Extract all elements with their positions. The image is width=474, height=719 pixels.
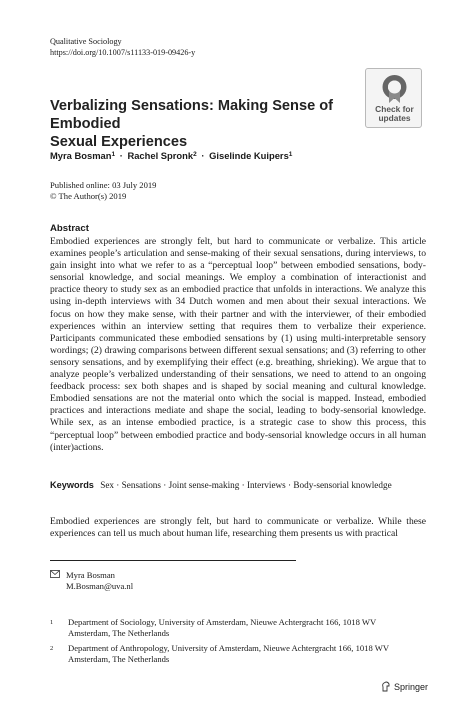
author-affiliation-mark: 2 bbox=[193, 151, 197, 158]
keyword-separator: · bbox=[241, 480, 245, 490]
publisher-logo bbox=[381, 681, 428, 692]
title-line-1: Verbalizing Sensations: Making Sense of Embodied bbox=[50, 98, 334, 132]
keywords bbox=[50, 480, 392, 490]
affiliation-number: 2 bbox=[50, 645, 54, 652]
keyword-separator: · bbox=[163, 480, 167, 490]
affiliation-text: Department of Anthropology, University of Amsterdam, Nieuwe Achtergracht 166, 1018 WV Amsterdam, The Netherlands bbox=[68, 643, 389, 664]
doi-link[interactable]: https://doi.org/10.1007/s11133-019-09426-y bbox=[50, 48, 196, 57]
author-separator: · bbox=[119, 150, 123, 161]
keyword-item: Body-sensorial knowledge bbox=[293, 480, 392, 490]
badge-line-2: updates bbox=[378, 113, 411, 123]
journal-header bbox=[50, 36, 195, 58]
envelope-icon bbox=[50, 570, 60, 581]
affiliation-number: 1 bbox=[50, 619, 54, 626]
keyword-item: Sex bbox=[100, 480, 114, 490]
corresponding-author bbox=[50, 570, 133, 592]
keyword-item: Joint sense-making bbox=[168, 480, 240, 490]
article-title bbox=[50, 97, 350, 151]
keyword-item: Interviews bbox=[246, 480, 286, 490]
author-name[interactable]: Myra Bosman bbox=[50, 150, 112, 161]
publication-info bbox=[50, 180, 156, 201]
publisher-name: Springer bbox=[394, 682, 429, 692]
abstract-heading: Abstract bbox=[50, 223, 89, 234]
keyword-separator: · bbox=[288, 480, 292, 490]
copyright-notice: © The Author(s) 2019 bbox=[50, 190, 127, 201]
author-separator: · bbox=[201, 150, 205, 161]
author-name[interactable]: Giselinde Kuipers bbox=[209, 150, 289, 161]
abstract-text: Embodied experiences are strongly felt, but hard to communicate or verbalize. This article examines people’s articulation and sense-making of their sexual sensations, during interviews, to gain insight into what we refer to as a “perceptual loop” between embodied sensations, body-sensorial knowledge, and social meanings. We employ a combination of interactionist and practice theory to study sex as an embodied practice that unfolds in interactions. We analyze this using in-depth interviews with 34 Dutch women and men about their sexual interactions. We focus on how they make sense, with their partner and with the interviewer, of their embodied experiences within an interview setting that requires them to verbalize their experience. Participants communicated these embodied sensations by (1) using multi-interpretable sensory wordings; (2) drawing comparisons between different sexual sensations; and (3) referring to other sensory sensations, and by exemplifying their effect (e.g. breathing, shrieking). We argue that to analyze people’s verbalized understanding of their sensations, we need to attend to an ongoing feedback process: sex both shapes and is shaped by social meaning and cultural knowledge. Embodied sensations are not the material onto which the social is mapped. Instead, embodied practices and interactions mediate and shape the social, leading to body-sensorial knowledge. While sex, as an intense embodied practice, is a strategic case to show this process, this “perceptual loop” between embodied practice and body-sensorial knowledge occurs in all human (inter)actions. bbox=[50, 236, 426, 453]
author-list bbox=[50, 150, 292, 161]
journal-name: Qualitative Sociology bbox=[50, 37, 122, 46]
crossmark-icon bbox=[381, 74, 408, 104]
springer-horse-icon bbox=[381, 681, 391, 692]
keyword-item: Sensations bbox=[121, 480, 161, 490]
footnote-divider bbox=[50, 560, 296, 561]
contact-email[interactable]: M.Bosman@uva.nl bbox=[66, 581, 134, 591]
check-for-updates-badge[interactable] bbox=[365, 68, 422, 128]
author-name[interactable]: Rachel Spronk bbox=[127, 150, 194, 161]
author-affiliation-mark: 1 bbox=[288, 151, 293, 158]
keywords-label: Keywords bbox=[50, 480, 94, 490]
badge-line-1: Check for bbox=[375, 104, 414, 114]
affiliation-text: Department of Sociology, University of Amsterdam, Nieuwe Achtergracht 166, 1018 WV Amsterdam, The Netherlands bbox=[68, 617, 377, 638]
published-date: Published online: 03 July 2019 bbox=[50, 180, 157, 190]
keyword-separator: · bbox=[116, 480, 120, 490]
title-line-2: Sexual Experiences bbox=[50, 134, 188, 150]
contact-name: Myra Bosman bbox=[66, 570, 115, 580]
author-affiliation-mark: 1 bbox=[111, 151, 116, 158]
body-intro-text: Embodied experiences are strongly felt, but hard to communicate or verbalize. While these experiences can tell us much about human life, researching them presents us with practical bbox=[50, 516, 426, 540]
